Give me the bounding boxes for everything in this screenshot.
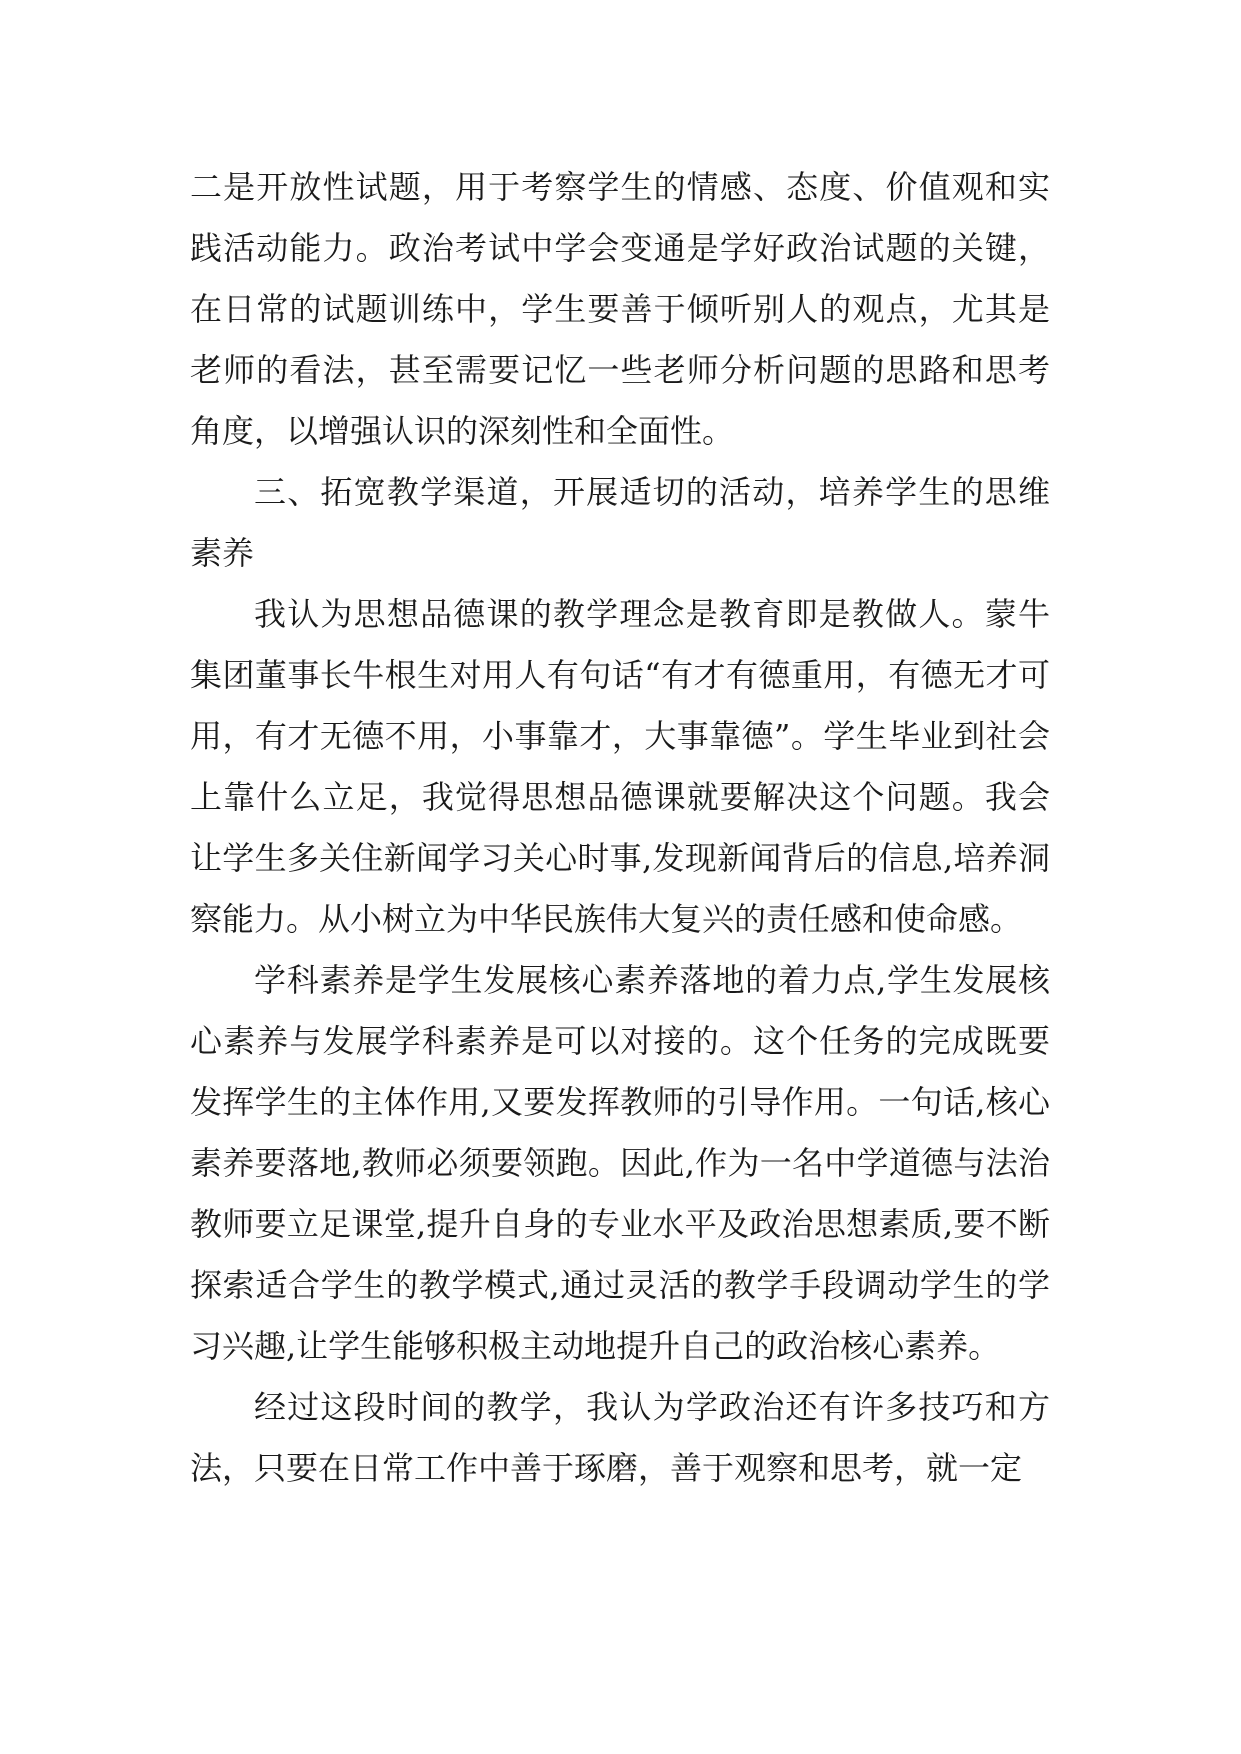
paragraph-conclusion: 经过这段时间的教学，我认为学政治还有许多技巧和方法，只要在日常工作中善于琢磨，善于观察和思考，就一定 bbox=[190, 1388, 1050, 1487]
document-body bbox=[190, 157, 1050, 1499]
paragraph-teaching-philosophy: 我认为思想品德课的教学理念是教育即是教做人。蒙牛集团董事长牛根生对用人有句话“有才有德重用，有德无才可用，有才无德不用，小事靠才，大事靠德”。学生毕业到社会上靠什么立足，我觉得思想品德课就要解决这个问题。我会让学生多关住新闻学习关心时事,发现新闻背后的信息,培养洞察能力。从小树立为中华民族伟大复兴的责任感和使命感。 bbox=[190, 595, 1050, 938]
section-heading-three: 三、拓宽教学渠道，开展适切的活动，培养学生的思维素养 bbox=[190, 473, 1050, 572]
paragraph-subject-literacy: 学科素养是学生发展核心素养落地的着力点,学生发展核心素养与发展学科素养是可以对接的。这个任务的完成既要发挥学生的主体作用,又要发挥教师的引导作用。一句话,核心素养要落地,教师必须要领跑。因此,作为一名中学道德与法治教师要立足课堂,提升自身的专业水平及政治思想素质,要不断探索适合学生的教学模式,通过灵活的教学手段调动学生的学习兴趣,让学生能够积极主动地提升自己的政治核心素养。 bbox=[190, 961, 1050, 1365]
paragraph-open-questions: 二是开放性试题，用于考察学生的情感、态度、价值观和实践活动能力。政治考试中学会变通是学好政治试题的关键，在日常的试题训练中，学生要善于倾听别人的观点，尤其是老师的看法，甚至需要记忆一些老师分析问题的思路和思考角度，以增强认识的深刻性和全面性。 bbox=[190, 168, 1050, 450]
